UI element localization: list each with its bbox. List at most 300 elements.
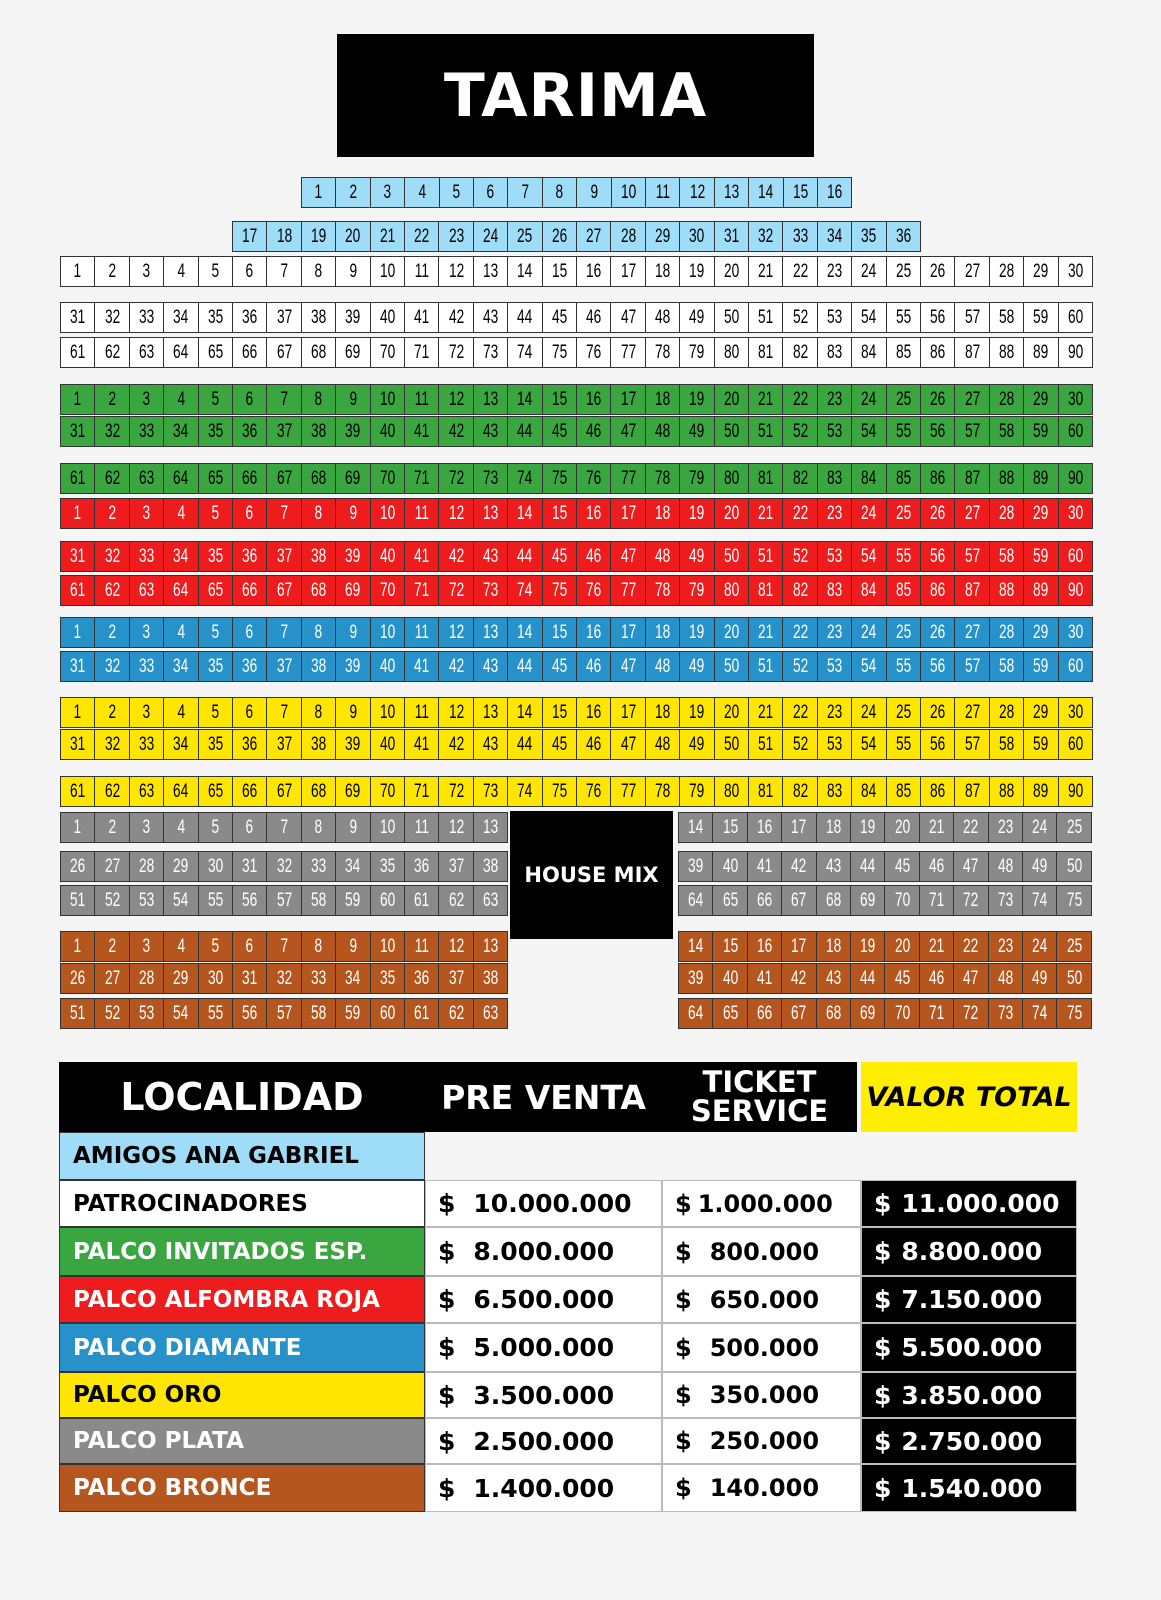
seat-bronce-44: 44 xyxy=(850,963,885,994)
seat-invitados-13: 13 xyxy=(473,384,508,415)
seat-invitados-4: 4 xyxy=(163,384,198,415)
seat-bronce-75: 75 xyxy=(1056,998,1091,1029)
ticket-service-patrocinadores xyxy=(662,1180,861,1227)
seat-alfombra-roja-14: 14 xyxy=(507,498,542,529)
seat-plata-71: 71 xyxy=(919,885,954,916)
seat-alfombra-roja-46: 46 xyxy=(576,541,611,572)
seat-oro-15: 15 xyxy=(542,697,577,728)
seat-oro-17: 17 xyxy=(610,697,645,728)
seat-invitados-11: 11 xyxy=(404,384,439,415)
seat-plata-39: 39 xyxy=(678,851,713,882)
seat-bronce-43: 43 xyxy=(816,963,851,994)
seat-patrocinadores-57: 57 xyxy=(954,302,989,333)
seat-bronce-63: 63 xyxy=(473,998,508,1029)
seat-alfombra-roja-3: 3 xyxy=(129,498,164,529)
seat-oro-43: 43 xyxy=(473,729,508,760)
seat-invitados-78: 78 xyxy=(645,463,680,494)
seat-alfombra-roja-45: 45 xyxy=(542,541,577,572)
seat-plata-15: 15 xyxy=(712,812,747,843)
seat-bronce-46: 46 xyxy=(919,963,954,994)
seat-oro-57: 57 xyxy=(954,729,989,760)
preventa-diamante xyxy=(425,1323,662,1372)
seat-patrocinadores-75: 75 xyxy=(542,337,577,368)
seat-diamante-17: 17 xyxy=(610,617,645,648)
seat-plata-62: 62 xyxy=(438,885,473,916)
currency-symbol: $ xyxy=(438,1333,456,1362)
seat-invitados-55: 55 xyxy=(886,416,921,447)
seat-oro-32: 32 xyxy=(94,729,129,760)
seat-oro-60: 60 xyxy=(1058,729,1093,760)
seat-patrocinadores-51: 51 xyxy=(748,302,783,333)
seat-amigos-28: 28 xyxy=(610,221,645,252)
seat-diamante-5: 5 xyxy=(198,617,233,648)
seat-plata-73: 73 xyxy=(988,885,1023,916)
seat-bronce-55: 55 xyxy=(198,998,233,1029)
seat-plata-51: 51 xyxy=(60,885,95,916)
seat-diamante-43: 43 xyxy=(473,651,508,682)
seat-amigos-31: 31 xyxy=(714,221,749,252)
seat-diamante-13: 13 xyxy=(473,617,508,648)
seat-patrocinadores-63: 63 xyxy=(129,337,164,368)
seat-amigos-19: 19 xyxy=(301,221,336,252)
seat-oro-34: 34 xyxy=(163,729,198,760)
seat-invitados-5: 5 xyxy=(198,384,233,415)
seat-alfombra-roja-77: 77 xyxy=(610,575,645,606)
seat-invitados-6: 6 xyxy=(232,384,267,415)
seat-plata-70: 70 xyxy=(884,885,919,916)
seat-invitados-75: 75 xyxy=(542,463,577,494)
currency-symbol: $ xyxy=(675,1237,692,1266)
seat-patrocinadores-12: 12 xyxy=(438,256,473,287)
seat-invitados-82: 82 xyxy=(782,463,817,494)
seat-plata-22: 22 xyxy=(953,812,988,843)
seat-alfombra-roja-52: 52 xyxy=(782,541,817,572)
seat-bronce-8: 8 xyxy=(301,931,336,962)
seat-alfombra-roja-18: 18 xyxy=(645,498,680,529)
seat-oro-63: 63 xyxy=(129,776,164,807)
currency-symbol: $ xyxy=(874,1426,892,1456)
seat-patrocinadores-53: 53 xyxy=(817,302,852,333)
seat-amigos-23: 23 xyxy=(438,221,473,252)
seat-plata-5: 5 xyxy=(198,812,233,843)
seat-patrocinadores-3: 3 xyxy=(129,256,164,287)
seat-bronce-15: 15 xyxy=(712,931,747,962)
seat-patrocinadores-1: 1 xyxy=(60,256,95,287)
seat-invitados-37: 37 xyxy=(266,416,301,447)
currency-symbol: $ xyxy=(438,1237,456,1266)
seat-oro-49: 49 xyxy=(679,729,714,760)
currency-symbol: $ xyxy=(438,1189,456,1218)
seat-bronce-29: 29 xyxy=(163,963,198,994)
seat-bronce-62: 62 xyxy=(438,998,473,1029)
seat-oro-85: 85 xyxy=(886,776,921,807)
seat-amigos-36: 36 xyxy=(886,221,921,252)
seat-oro-74: 74 xyxy=(507,776,542,807)
seat-alfombra-roja-81: 81 xyxy=(748,575,783,606)
seat-plata-25: 25 xyxy=(1056,812,1091,843)
seat-diamante-54: 54 xyxy=(851,651,886,682)
seat-plata-32: 32 xyxy=(266,851,301,882)
price-value: 250.000 xyxy=(709,1427,820,1455)
seat-oro-22: 22 xyxy=(782,697,817,728)
seat-amigos-7: 7 xyxy=(507,177,542,208)
seat-oro-10: 10 xyxy=(370,697,405,728)
seat-oro-86: 86 xyxy=(920,776,955,807)
seat-bronce-42: 42 xyxy=(781,963,816,994)
seat-invitados-73: 73 xyxy=(473,463,508,494)
seat-plata-75: 75 xyxy=(1056,885,1091,916)
seat-bronce-69: 69 xyxy=(850,998,885,1029)
seat-invitados-32: 32 xyxy=(94,416,129,447)
seat-oro-21: 21 xyxy=(748,697,783,728)
price-value: 1.000.000 xyxy=(697,1189,833,1218)
seat-plata-48: 48 xyxy=(988,851,1023,882)
seat-alfombra-roja-73: 73 xyxy=(473,575,508,606)
seat-plata-40: 40 xyxy=(712,851,747,882)
seat-invitados-89: 89 xyxy=(1023,463,1058,494)
seat-oro-33: 33 xyxy=(129,729,164,760)
seat-amigos-11: 11 xyxy=(645,177,680,208)
valor-total-patrocinadores xyxy=(861,1180,1077,1227)
seat-bronce-56: 56 xyxy=(232,998,267,1029)
seat-bronce-58: 58 xyxy=(301,998,336,1029)
price-value: 8.800.000 xyxy=(901,1237,1043,1266)
seat-oro-26: 26 xyxy=(920,697,955,728)
seat-invitados-50: 50 xyxy=(714,416,749,447)
seat-patrocinadores-62: 62 xyxy=(94,337,129,368)
seat-alfombra-roja-42: 42 xyxy=(438,541,473,572)
seat-plata-11: 11 xyxy=(404,812,439,843)
seat-amigos-20: 20 xyxy=(335,221,370,252)
seat-diamante-24: 24 xyxy=(851,617,886,648)
seat-plata-72: 72 xyxy=(953,885,988,916)
seat-alfombra-roja-59: 59 xyxy=(1023,541,1058,572)
seat-patrocinadores-36: 36 xyxy=(232,302,267,333)
seat-plata-8: 8 xyxy=(301,812,336,843)
seat-bronce-32: 32 xyxy=(266,963,301,994)
seat-invitados-54: 54 xyxy=(851,416,886,447)
seat-amigos-15: 15 xyxy=(783,177,818,208)
seat-alfombra-roja-13: 13 xyxy=(473,498,508,529)
seat-diamante-29: 29 xyxy=(1023,617,1058,648)
preventa-invitados xyxy=(425,1227,662,1276)
seat-oro-47: 47 xyxy=(610,729,645,760)
seat-plata-65: 65 xyxy=(712,885,747,916)
seat-alfombra-roja-39: 39 xyxy=(335,541,370,572)
preventa-bronce xyxy=(425,1464,662,1512)
seat-bronce-37: 37 xyxy=(438,963,473,994)
seat-alfombra-roja-65: 65 xyxy=(198,575,233,606)
seat-patrocinadores-5: 5 xyxy=(198,256,233,287)
seat-patrocinadores-71: 71 xyxy=(404,337,439,368)
seat-diamante-25: 25 xyxy=(886,617,921,648)
seat-diamante-19: 19 xyxy=(679,617,714,648)
seat-patrocinadores-67: 67 xyxy=(266,337,301,368)
seat-bronce-52: 52 xyxy=(94,998,129,1029)
header-localidad: LOCALIDAD xyxy=(59,1062,425,1132)
seat-invitados-33: 33 xyxy=(129,416,164,447)
currency-symbol: $ xyxy=(438,1380,456,1410)
seat-oro-39: 39 xyxy=(335,729,370,760)
currency-symbol: $ xyxy=(675,1474,692,1502)
localidad-patrocinadores: PATROCINADORES xyxy=(59,1180,425,1227)
seat-oro-61: 61 xyxy=(60,776,95,807)
seat-plata-30: 30 xyxy=(198,851,233,882)
seat-invitados-21: 21 xyxy=(748,384,783,415)
seat-patrocinadores-17: 17 xyxy=(610,256,645,287)
seat-plata-74: 74 xyxy=(1022,885,1057,916)
price-value: 1.400.000 xyxy=(473,1473,615,1503)
header-ticket-service: TICKET SERVICE xyxy=(662,1062,857,1132)
seat-patrocinadores-25: 25 xyxy=(886,256,921,287)
seat-bronce-35: 35 xyxy=(370,963,405,994)
seat-plata-26: 26 xyxy=(60,851,95,882)
seat-patrocinadores-10: 10 xyxy=(370,256,405,287)
seat-diamante-32: 32 xyxy=(94,651,129,682)
seat-oro-37: 37 xyxy=(266,729,301,760)
seat-patrocinadores-39: 39 xyxy=(335,302,370,333)
seat-amigos-10: 10 xyxy=(611,177,646,208)
seat-patrocinadores-89: 89 xyxy=(1023,337,1058,368)
seat-bronce-61: 61 xyxy=(404,998,439,1029)
seat-plata-17: 17 xyxy=(781,812,816,843)
seat-bronce-60: 60 xyxy=(370,998,405,1029)
seat-amigos-35: 35 xyxy=(851,221,886,252)
seat-plata-59: 59 xyxy=(335,885,370,916)
seat-oro-23: 23 xyxy=(817,697,852,728)
ticket-service-plata xyxy=(662,1418,861,1464)
seat-oro-68: 68 xyxy=(301,776,336,807)
seat-diamante-2: 2 xyxy=(94,617,129,648)
seat-patrocinadores-82: 82 xyxy=(782,337,817,368)
seat-alfombra-roja-74: 74 xyxy=(507,575,542,606)
seat-diamante-31: 31 xyxy=(60,651,95,682)
seat-plata-53: 53 xyxy=(129,885,164,916)
seat-plata-19: 19 xyxy=(850,812,885,843)
seat-diamante-14: 14 xyxy=(507,617,542,648)
seat-diamante-38: 38 xyxy=(301,651,336,682)
valor-total-alfombra-roja xyxy=(861,1276,1077,1323)
seat-diamante-37: 37 xyxy=(266,651,301,682)
seat-invitados-74: 74 xyxy=(507,463,542,494)
seat-patrocinadores-40: 40 xyxy=(370,302,405,333)
seat-bronce-34: 34 xyxy=(335,963,370,994)
seat-plata-24: 24 xyxy=(1022,812,1057,843)
preventa-alfombra-roja xyxy=(425,1276,662,1323)
seat-bronce-14: 14 xyxy=(678,931,713,962)
seat-patrocinadores-35: 35 xyxy=(198,302,233,333)
seat-bronce-45: 45 xyxy=(884,963,919,994)
price-value: 650.000 xyxy=(709,1285,820,1314)
seat-bronce-73: 73 xyxy=(988,998,1023,1029)
seat-oro-7: 7 xyxy=(266,697,301,728)
seat-alfombra-roja-44: 44 xyxy=(507,541,542,572)
seat-oro-81: 81 xyxy=(748,776,783,807)
price-value: 5.000.000 xyxy=(473,1333,615,1362)
seat-invitados-64: 64 xyxy=(163,463,198,494)
seat-patrocinadores-32: 32 xyxy=(94,302,129,333)
seat-oro-55: 55 xyxy=(886,729,921,760)
seat-invitados-77: 77 xyxy=(610,463,645,494)
seat-oro-54: 54 xyxy=(851,729,886,760)
ticket-service-invitados xyxy=(662,1227,861,1276)
seat-oro-29: 29 xyxy=(1023,697,1058,728)
localidad-oro: PALCO ORO xyxy=(59,1372,425,1418)
seat-invitados-12: 12 xyxy=(438,384,473,415)
seat-oro-18: 18 xyxy=(645,697,680,728)
seat-alfombra-roja-63: 63 xyxy=(129,575,164,606)
seat-plata-64: 64 xyxy=(678,885,713,916)
seat-patrocinadores-45: 45 xyxy=(542,302,577,333)
price-value: 5.500.000 xyxy=(901,1333,1043,1362)
seat-plata-63: 63 xyxy=(473,885,508,916)
seat-bronce-27: 27 xyxy=(94,963,129,994)
seat-alfombra-roja-68: 68 xyxy=(301,575,336,606)
seat-patrocinadores-19: 19 xyxy=(679,256,714,287)
seat-patrocinadores-44: 44 xyxy=(507,302,542,333)
seat-alfombra-roja-5: 5 xyxy=(198,498,233,529)
price-value: 1.540.000 xyxy=(901,1473,1043,1503)
seat-alfombra-roja-22: 22 xyxy=(782,498,817,529)
seat-alfombra-roja-62: 62 xyxy=(94,575,129,606)
price-value: 3.500.000 xyxy=(473,1380,615,1410)
seat-plata-44: 44 xyxy=(850,851,885,882)
seat-invitados-9: 9 xyxy=(335,384,370,415)
seat-alfombra-roja-20: 20 xyxy=(714,498,749,529)
seat-plata-4: 4 xyxy=(163,812,198,843)
seat-plata-29: 29 xyxy=(163,851,198,882)
seat-plata-54: 54 xyxy=(163,885,198,916)
seat-invitados-68: 68 xyxy=(301,463,336,494)
seat-bronce-74: 74 xyxy=(1022,998,1057,1029)
seat-patrocinadores-22: 22 xyxy=(782,256,817,287)
seat-diamante-35: 35 xyxy=(198,651,233,682)
seat-invitados-72: 72 xyxy=(438,463,473,494)
seat-diamante-52: 52 xyxy=(782,651,817,682)
seat-alfombra-roja-58: 58 xyxy=(989,541,1024,572)
seat-oro-41: 41 xyxy=(404,729,439,760)
seat-plata-12: 12 xyxy=(438,812,473,843)
seat-alfombra-roja-21: 21 xyxy=(748,498,783,529)
seat-plata-35: 35 xyxy=(370,851,405,882)
seat-invitados-47: 47 xyxy=(610,416,645,447)
seat-alfombra-roja-19: 19 xyxy=(679,498,714,529)
seat-oro-6: 6 xyxy=(232,697,267,728)
seat-invitados-18: 18 xyxy=(645,384,680,415)
seat-patrocinadores-61: 61 xyxy=(60,337,95,368)
seat-plata-68: 68 xyxy=(816,885,851,916)
seat-bronce-22: 22 xyxy=(953,931,988,962)
seat-amigos-29: 29 xyxy=(645,221,680,252)
seat-invitados-29: 29 xyxy=(1023,384,1058,415)
seat-invitados-45: 45 xyxy=(542,416,577,447)
seat-bronce-48: 48 xyxy=(988,963,1023,994)
seat-invitados-84: 84 xyxy=(851,463,886,494)
seat-oro-30: 30 xyxy=(1058,697,1093,728)
seat-alfombra-roja-69: 69 xyxy=(335,575,370,606)
currency-symbol: $ xyxy=(675,1381,692,1409)
seat-oro-20: 20 xyxy=(714,697,749,728)
seat-alfombra-roja-27: 27 xyxy=(954,498,989,529)
seat-alfombra-roja-72: 72 xyxy=(438,575,473,606)
seat-alfombra-roja-25: 25 xyxy=(886,498,921,529)
seat-alfombra-roja-41: 41 xyxy=(404,541,439,572)
seat-invitados-90: 90 xyxy=(1058,463,1093,494)
seat-oro-19: 19 xyxy=(679,697,714,728)
seat-invitados-83: 83 xyxy=(817,463,852,494)
seat-bronce-4: 4 xyxy=(163,931,198,962)
seat-bronce-49: 49 xyxy=(1022,963,1057,994)
seat-plata-36: 36 xyxy=(404,851,439,882)
seat-patrocinadores-81: 81 xyxy=(748,337,783,368)
seat-alfombra-roja-32: 32 xyxy=(94,541,129,572)
seat-alfombra-roja-17: 17 xyxy=(610,498,645,529)
seat-oro-8: 8 xyxy=(301,697,336,728)
seat-patrocinadores-38: 38 xyxy=(301,302,336,333)
seat-alfombra-roja-55: 55 xyxy=(886,541,921,572)
seat-oro-84: 84 xyxy=(851,776,886,807)
seat-oro-50: 50 xyxy=(714,729,749,760)
valor-total-oro xyxy=(861,1372,1077,1418)
seat-alfombra-roja-66: 66 xyxy=(232,575,267,606)
seat-bronce-54: 54 xyxy=(163,998,198,1029)
seat-oro-31: 31 xyxy=(60,729,95,760)
seat-oro-77: 77 xyxy=(610,776,645,807)
header-pre-venta: PRE VENTA xyxy=(425,1062,662,1132)
seat-diamante-56: 56 xyxy=(920,651,955,682)
seat-invitados-14: 14 xyxy=(507,384,542,415)
seat-bronce-24: 24 xyxy=(1022,931,1057,962)
price-value: 800.000 xyxy=(709,1237,820,1266)
seat-patrocinadores-56: 56 xyxy=(920,302,955,333)
seat-plata-13: 13 xyxy=(473,812,508,843)
ticket-service-alfombra-roja xyxy=(662,1276,861,1323)
seat-bronce-2: 2 xyxy=(94,931,129,962)
ticket-service-bronce xyxy=(662,1464,861,1512)
seat-alfombra-roja-40: 40 xyxy=(370,541,405,572)
seat-alfombra-roja-83: 83 xyxy=(817,575,852,606)
seat-plata-9: 9 xyxy=(335,812,370,843)
seat-invitados-49: 49 xyxy=(679,416,714,447)
seat-patrocinadores-8: 8 xyxy=(301,256,336,287)
seat-alfombra-roja-38: 38 xyxy=(301,541,336,572)
seat-bronce-1: 1 xyxy=(60,931,95,962)
seat-invitados-79: 79 xyxy=(679,463,714,494)
seat-alfombra-roja-47: 47 xyxy=(610,541,645,572)
seat-invitados-24: 24 xyxy=(851,384,886,415)
seat-diamante-21: 21 xyxy=(748,617,783,648)
currency-symbol: $ xyxy=(874,1285,892,1314)
seat-amigos-26: 26 xyxy=(542,221,577,252)
seat-oro-48: 48 xyxy=(645,729,680,760)
seat-diamante-28: 28 xyxy=(989,617,1024,648)
seat-invitados-46: 46 xyxy=(576,416,611,447)
seat-invitados-1: 1 xyxy=(60,384,95,415)
seat-oro-78: 78 xyxy=(645,776,680,807)
seat-alfombra-roja-30: 30 xyxy=(1058,498,1093,529)
seat-amigos-33: 33 xyxy=(782,221,817,252)
price-value: 500.000 xyxy=(709,1333,820,1362)
seat-plata-20: 20 xyxy=(884,812,919,843)
seat-diamante-60: 60 xyxy=(1058,651,1093,682)
house-mix-label: HOUSE MIX xyxy=(510,811,673,939)
seat-patrocinadores-86: 86 xyxy=(920,337,955,368)
seat-diamante-42: 42 xyxy=(438,651,473,682)
seat-plata-46: 46 xyxy=(919,851,954,882)
seat-invitados-35: 35 xyxy=(198,416,233,447)
seat-oro-89: 89 xyxy=(1023,776,1058,807)
seat-plata-7: 7 xyxy=(266,812,301,843)
